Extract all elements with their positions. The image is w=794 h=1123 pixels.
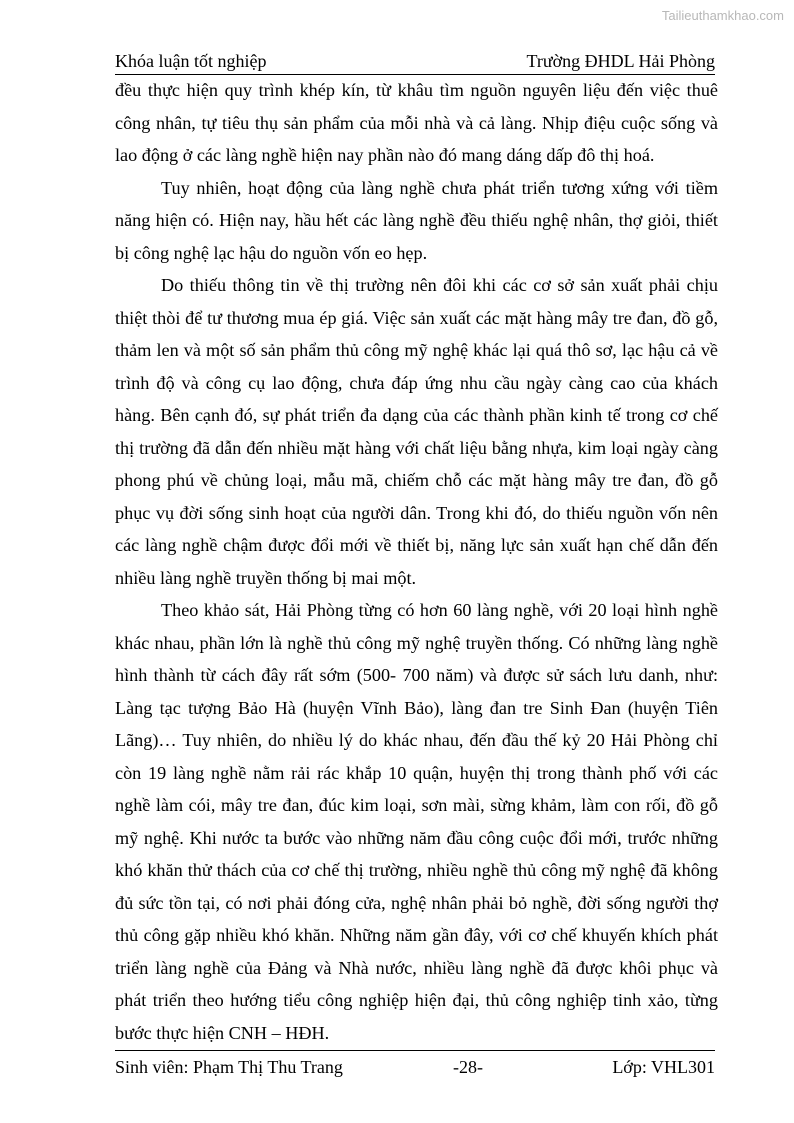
watermark: Tailieuthamkhao.com (661, 8, 784, 23)
paragraph-continuation: đều thực hiện quy trình khép kín, từ khâu tìm nguồn nguyên liệu đến việc thuê công nhân, tự tiêu thụ sản phẩm của mỗi nhà và cả làng. Nhịp điệu cuộc sống và lao động ở các làng nghề hiện nay phần nào đó mang dáng dấp đô thị hoá. (115, 80, 718, 165)
body-text (115, 74, 718, 1049)
footer-class: Lớp: VHL301 (612, 1057, 715, 1077)
footer-student: Sinh viên: Phạm Thị Thu Trang (115, 1057, 343, 1077)
page-number: -28- (453, 1057, 483, 1077)
paragraph: Do thiếu thông tin về thị trường nên đôi khi các cơ sở sản xuất phải chịu thiệt thòi để tư thương mua ép giá. Việc sản xuất các mặt hàng mây tre đan, đồ gỗ, thảm len và một số sản phẩm thủ công mỹ nghệ khác lại quá thô sơ, lạc hậu cả về trình độ và công cụ lao động, chưa đáp ứng nhu cầu ngày càng cao của khách hàng. Bên cạnh đó, sự phát triển đa dạng của các thành phần kinh tế trong cơ chế thị trường đã dẫn đến nhiều mặt hàng với chất liệu bằng nhựa, kim loại ngày càng phong phú về chủng loại, mẫu mã, chiếm chỗ các mặt hàng mây tre đan, đồ gỗ phục vụ đời sống sinh hoạt của người dân. Trong khi đó, do thiếu nguồn vốn nên các làng nghề chậm được đổi mới về thiết bị, năng lực sản xuất hạn chế dẫn đến nhiều làng nghề truyền thống bị mai một. (115, 275, 718, 588)
page-footer (115, 1050, 715, 1079)
header-thesis-label: Khóa luận tốt nghiệp (115, 51, 267, 71)
page-header (115, 50, 715, 75)
header-university: Trường ĐHDL Hải Phòng (526, 51, 715, 71)
paragraph: Tuy nhiên, hoạt động của làng nghề chưa phát triển tương xứng với tiềm năng hiện có. Hiện nay, hầu hết các làng nghề đều thiếu nghệ nhân, thợ giỏi, thiết bị công nghệ lạc hậu do nguồn vốn eo hẹp. (115, 177, 718, 263)
paragraph: Theo khảo sát, Hải Phòng từng có hơn 60 làng nghề, với 20 loại hình nghề khác nhau, phần lớn là nghề thủ công mỹ nghệ truyền thống. Có những làng nghề hình thành từ cách đây rất sớm (500- 700 năm) và được sử sách lưu danh, như: Làng tạc tượng Bảo Hà (huyện Vĩnh Bảo), làng đan tre Sinh Đan (huyện Tiên Lãng)… Tuy nhiên, do nhiều lý do khác nhau, đến đầu thế kỷ 20 Hải Phòng chỉ còn 19 làng nghề nằm rải rác khắp 10 quận, huyện thị trong thành phố với các nghề làm cói, mây tre đan, đúc kim loại, sơn mài, sừng khảm, làm con rối, đồ gỗ mỹ nghệ. Khi nước ta bước vào những năm đầu công cuộc đổi mới, trước những khó khăn thử thách của cơ chế thị trường, nhiều nghề thủ công mỹ nghệ đã không đủ sức tồn tại, có nơi phải đóng cửa, nghệ nhân phải bỏ nghề, đời sống người thợ thủ công gặp nhiều khó khăn. Những năm gần đây, với cơ chế khuyến khích phát triển làng nghề của Đảng và Nhà nước, nhiều làng nghề đã được khôi phục và phát triển theo hướng tiểu công nghiệp hiện đại, thủ công nghiệp tinh xảo, từng bước thực hiện CNH – HĐH. (115, 600, 718, 1043)
